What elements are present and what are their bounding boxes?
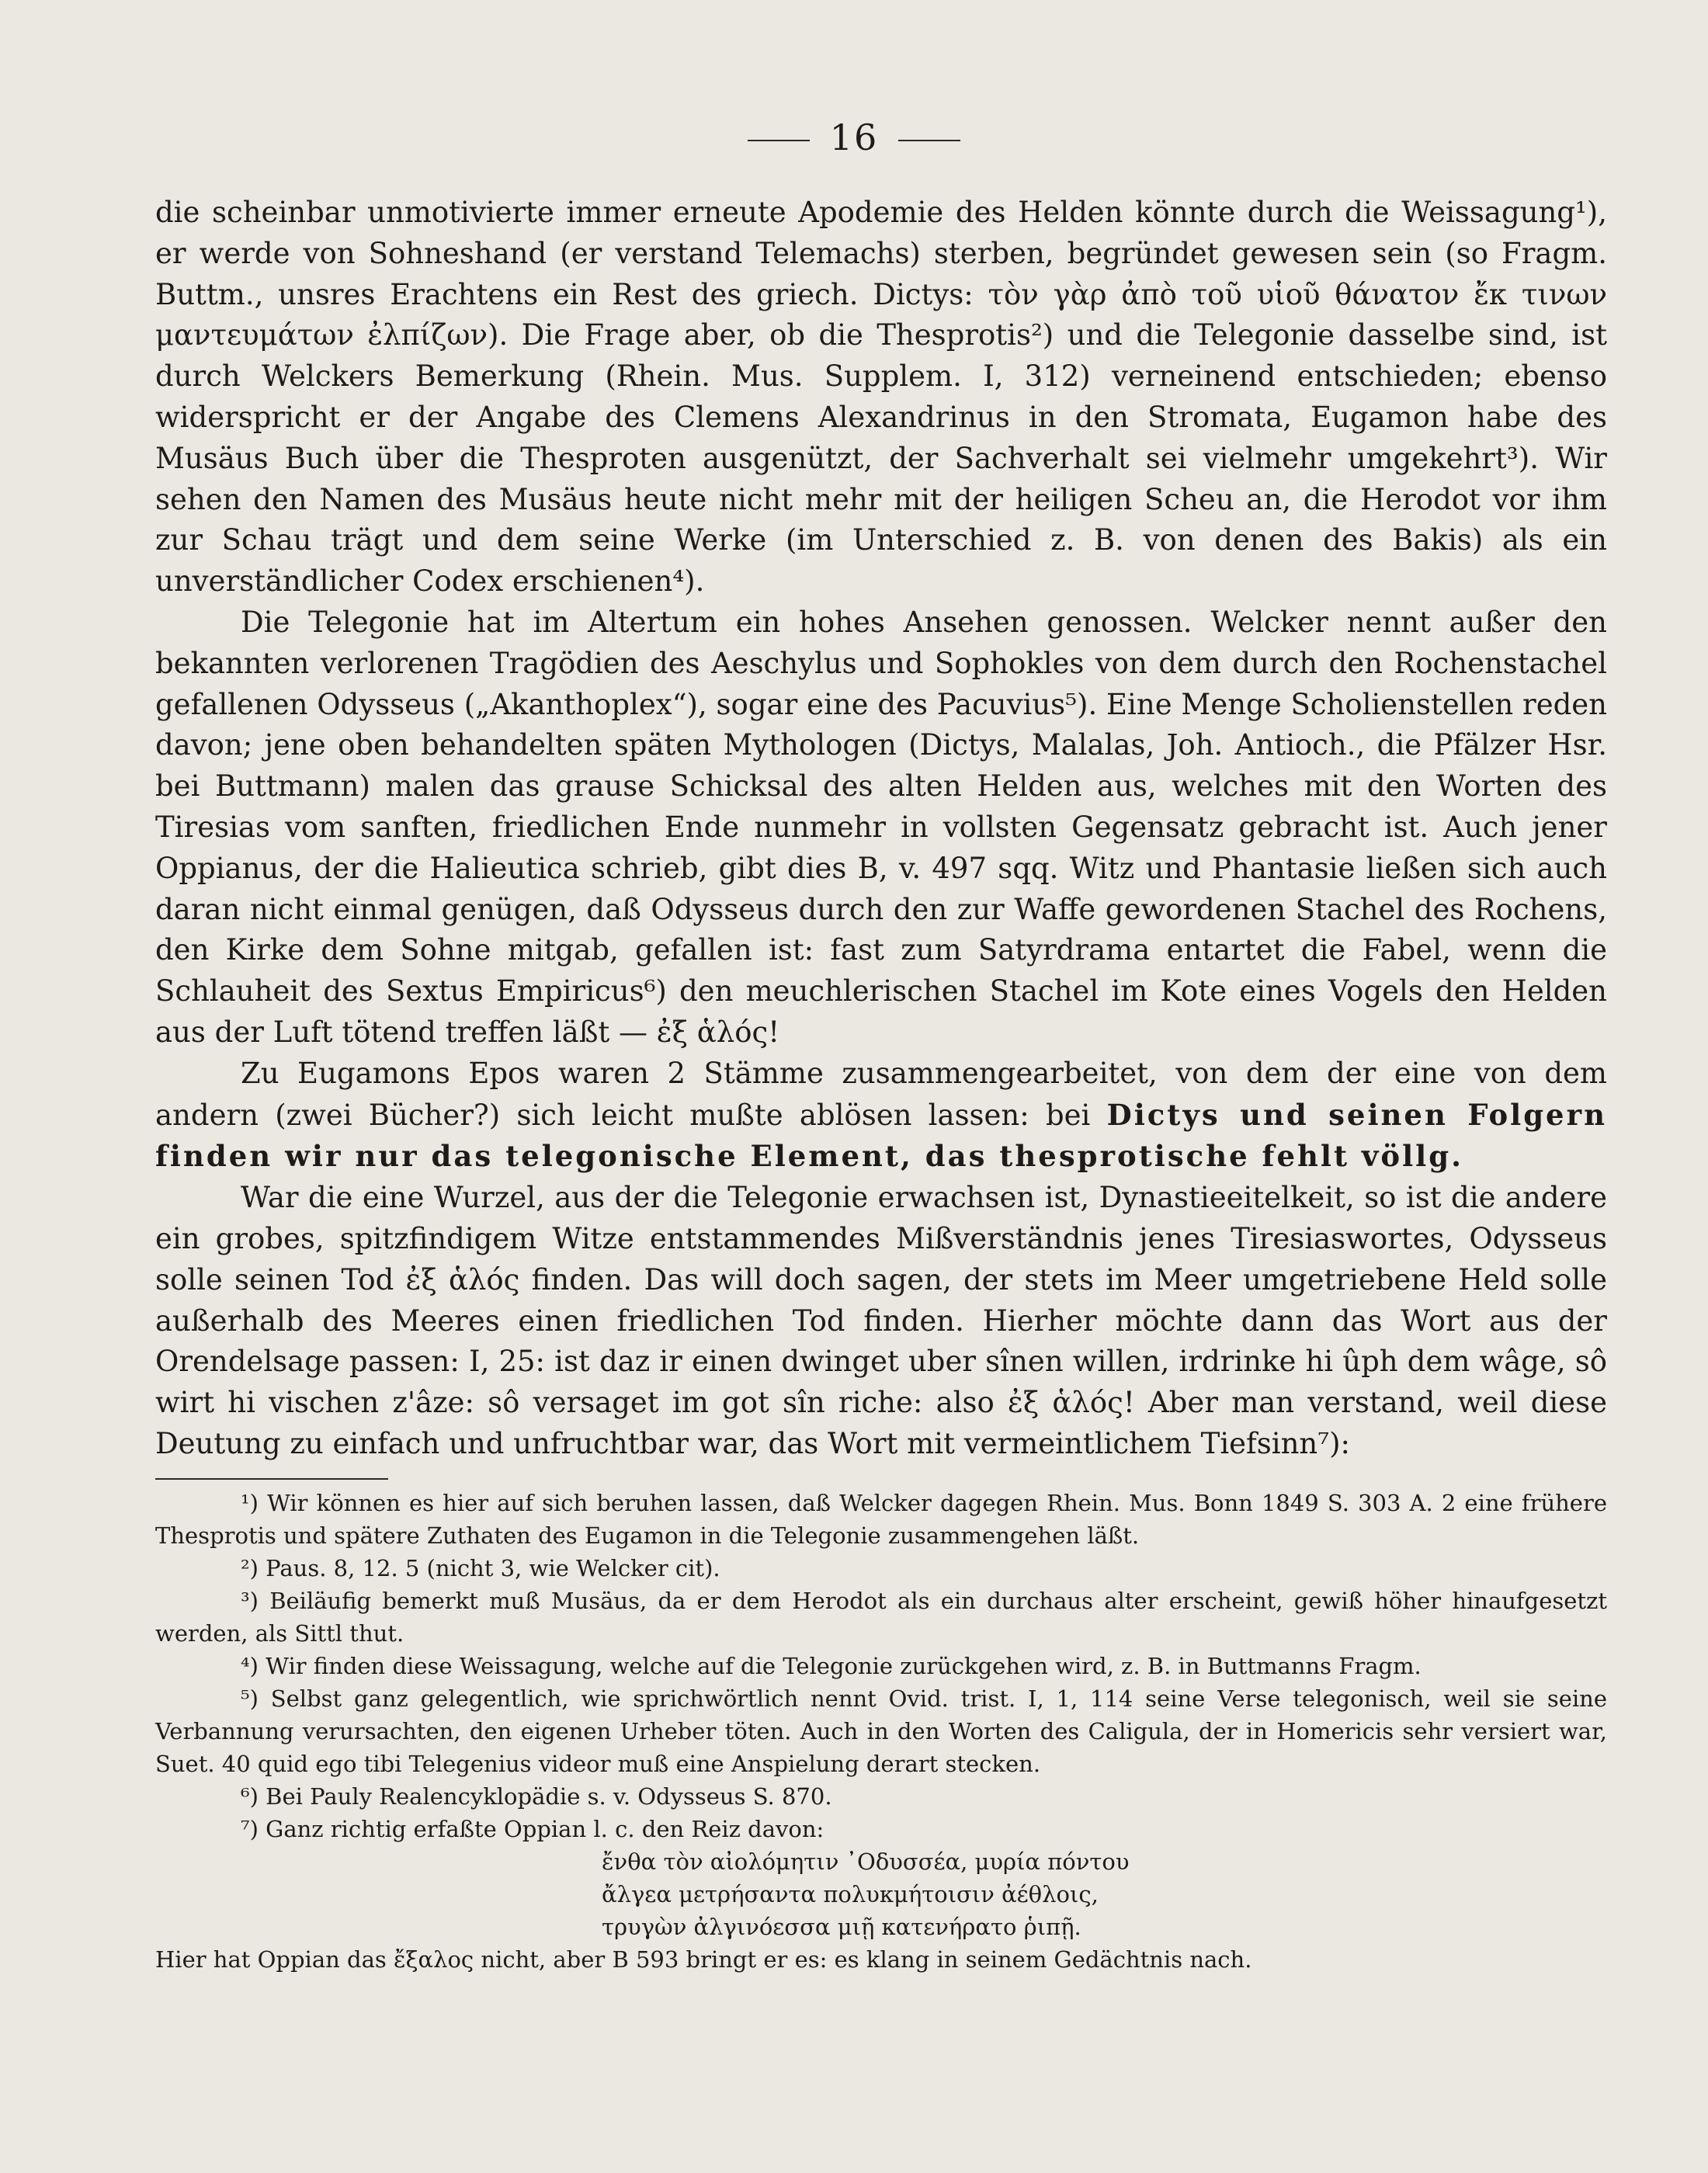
footnote-1: ¹) Wir können es hier auf sich beruhen lassen, daß Welcker dagegen Rhein. Mus. Bonn 1849 S. 303 A. 2 eine frühere Thesprotis und spätere Zuthaten des Eugamon in die Telegonie zusammengehen läßt. xyxy=(155,1490,1607,1549)
greek-verse xyxy=(155,1845,1607,1943)
footnote-rule xyxy=(155,1478,388,1480)
page-header xyxy=(0,116,1708,158)
page-number: 16 xyxy=(829,116,879,158)
paragraph-4: War die eine Wurzel, aus der die Telegonie erwachsen ist, Dynastieeitelkeit, so ist die andere ein grobes, spitzfindigem Witze entstammendes Mißverständnis jenes Tiresiaswortes, Odysseus solle seinen Tod ἐξ ἁλός finden. Das will doch sagen, der stets im Meer umgetriebene Held solle außerhalb des Meeres einen friedlichen Tod finden. Hierher möchte dann das Wort aus der Orendelsage passen: I, 25: ist daz ir einen dwinget uber sînen willen, irdrinke hi ûph dem wâge, sô wirt hi vischen z'âze: sô versaget im got sîn riche: also ἐξ ἁλός! Aber man verstand, weil diese Deutung zu einfach und unfruchtbar war, das Wort mit vermeintlichem Tiefsinn⁷): xyxy=(155,1181,1607,1460)
body-text xyxy=(155,193,1607,1465)
paragraph-3-emphasis: Dictys und seinen Folgern finden wir nur das telegonische Element, das thesprotische fehlt völlg. xyxy=(155,1097,1607,1174)
footnote-4: ⁴) Wir finden diese Weissagung, welche auf die Telegonie zurückgehen wird, z. B. in Buttmanns Fragm. xyxy=(241,1653,1422,1679)
paragraph-2: Die Telegonie hat im Altertum ein hohes Ansehen genossen. Welcker nennt außer den bekannten verlorenen Tragödien des Aeschylus und Sophokles von dem durch den Rochenstachel gefallenen Odysseus („Akanthoplex“), sogar eine des Pacuvius⁵). Eine Menge Scholienstellen reden davon; jene oben behandelten späten Mythologen (Dictys, Malalas, Joh. Antioch., die Pfälzer Hsr. bei Buttmann) malen das grause Schicksal des alten Helden aus, welches mit den Worten des Tiresias vom sanften, friedlichen Ende nunmehr in vollsten Gegensatz gebracht ist. Auch jener Oppianus, der die Halieutica schrieb, gibt dies B, v. 497 sqq. Witz und Phantasie ließen sich auch daran nicht einmal genügen, daß Odysseus durch den zur Waffe gewordenen Stachel des Rochens, den Kirke dem Sohne mitgab, gefallen ist: fast zum Satyrdrama entartet die Fabel, wenn die Schlauheit des Sextus Empiricus⁶) den meuchlerischen Stachel im Kote eines Vogels den Helden aus der Luft tötend treffen läßt — ἐξ ἁλός! xyxy=(155,605,1607,1049)
footnote-7: ⁷) Ganz richtig erfaßte Oppian l. c. den Reiz davon: xyxy=(241,1816,824,1842)
closing-line: Hier hat Oppian das ἔξαλος nicht, aber B 593 bringt er es: es klang in seinem Gedächtnis nach. xyxy=(155,1946,1252,1973)
footnote-2: ²) Paus. 8, 12. 5 (nicht 3, wie Welcker cit). xyxy=(241,1555,720,1581)
verse-line-3: τρυγὼν ἀλγινόεσσα μιῇ κατενήρατο ῥιπῇ. xyxy=(602,1914,1081,1940)
footnotes xyxy=(155,1487,1607,1976)
header-dash-left xyxy=(748,140,810,141)
paragraph-3-text: Zu Eugamons Epos waren 2 Stämme zusammengearbeitet, von dem der eine von dem andern (zwei Bücher?) sich leicht mußte ablösen lassen: bei xyxy=(155,1056,1607,1132)
verse-line-1: ἔνθα τὸν αἰολόμητιν ᾿Οδυσσέα, μυρία πόντου xyxy=(602,1848,1130,1875)
paragraph-1: die scheinbar unmotivierte immer erneute Apodemie des Helden könnte durch die Weissagung¹), er werde von Sohneshand (er verstand Telemachs) sterben, begründet gewesen sein (so Fragm. Buttm., unsres Erachtens ein Rest des griech. Dictys: τὸν γὰρ ἀπὸ τοῦ υἱοῦ θάνατον ἔκ τινων μαντευμάτων ἐλπίζων). Die Frage aber, ob die Thesprotis²) und die Telegonie dasselbe sind, ist durch Welckers Bemerkung (Rhein. Mus. Supplem. I, 312) verneinend entschieden; ebenso widerspricht er der Angabe des Clemens Alexandrinus in den Stromata, Eugamon habe des Musäus Buch über die Thesproten ausgenützt, der Sachverhalt sei vielmehr umgekehrt³). Wir sehen den Namen des Musäus heute nicht mehr mit der heiligen Scheu an, die Herodot vor ihm zur Schau trägt und dem seine Werke (im Unterschied z. B. von denen des Bakis) als ein unverständlicher Codex erschienen⁴). xyxy=(155,196,1607,599)
verse-line-2: ἄλγεα μετρήσαντα πολυκμήτοισιν ἀέθλοις, xyxy=(602,1881,1099,1907)
paragraph-3 xyxy=(155,1054,1607,1178)
header-dash-right xyxy=(898,140,960,141)
footnote-3: ³) Beiläufig bemerkt muß Musäus, da er dem Herodot als ein durchaus alter erscheint, gewiß höher hinaufgesetzt werden, als Sittl thut. xyxy=(155,1588,1607,1647)
footnote-6: ⁶) Bei Pauly Realencyklopädie s. v. Odysseus S. 870. xyxy=(241,1783,832,1810)
footnote-5: ⁵) Selbst ganz gelegentlich, wie sprichwörtlich nennt Ovid. trist. I, 1, 114 seine Verse telegonisch, weil sie seine Verbannung verursachten, den eigenen Urheber töten. Auch in den Worten des Caligula, der in Homericis sehr versiert war, Suet. 40 quid ego tibi Telegenius videor muß eine Anspielung derart stecken. xyxy=(155,1685,1607,1777)
